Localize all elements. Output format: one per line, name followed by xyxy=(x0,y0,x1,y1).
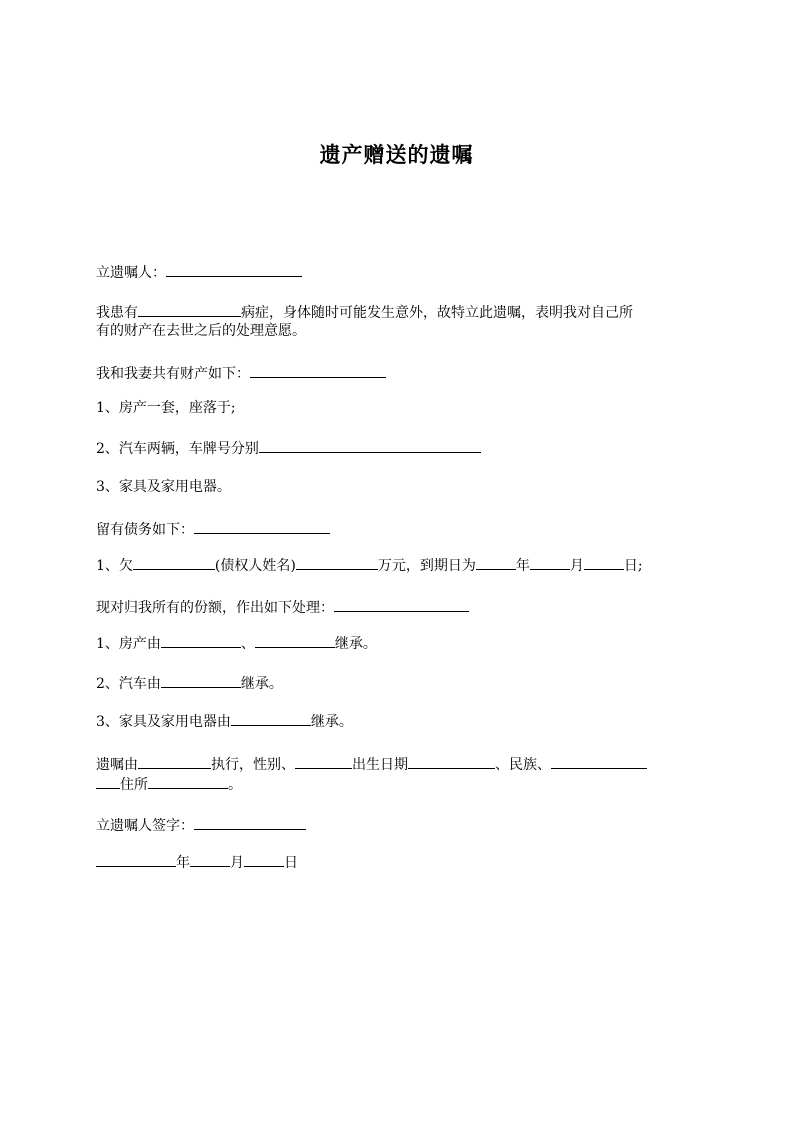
testator-name-blank[interactable] xyxy=(166,261,302,277)
executor-residence-blank[interactable] xyxy=(148,773,228,789)
executor-ethnicity-blank[interactable] xyxy=(551,753,647,769)
executor-birthdate-blank[interactable] xyxy=(408,753,495,769)
inherit-1-suffix: 继承。 xyxy=(334,636,377,652)
inherit-item-2 xyxy=(96,672,283,692)
executor-line-1 xyxy=(96,753,647,773)
date-day-blank[interactable] xyxy=(244,851,284,867)
joint-property-line xyxy=(96,362,386,382)
plate-number-blank[interactable] xyxy=(259,437,481,453)
executor-ethnicity-blank-cont[interactable] xyxy=(96,773,120,789)
executor-mid-1: 执行，性别、 xyxy=(211,757,295,773)
illness-line-2: 有的财产在去世之后的处理意愿。 xyxy=(96,323,306,339)
debts-line xyxy=(96,518,330,538)
inherit-3-suffix: 继承。 xyxy=(310,714,353,730)
inherit-item-1 xyxy=(96,632,377,652)
disposition-label: 现对归我所有的份额，作出如下处理： xyxy=(96,600,334,616)
testator-line xyxy=(96,261,302,281)
property-item-2 xyxy=(96,437,481,457)
debt-month-blank[interactable] xyxy=(530,554,570,570)
signature-blank[interactable] xyxy=(194,814,306,830)
furniture-heir-blank[interactable] xyxy=(231,710,311,726)
debt-creditor-blank[interactable] xyxy=(133,554,215,570)
executor-mid-3: 、民族、 xyxy=(495,757,551,773)
date-month-blank[interactable] xyxy=(190,851,230,867)
illness-line-1 xyxy=(96,301,633,321)
house-heir-2-blank[interactable] xyxy=(255,632,335,648)
testator-label: 立遗嘱人： xyxy=(96,265,166,281)
car-heir-blank[interactable] xyxy=(161,672,241,688)
disposition-line xyxy=(96,596,469,616)
house-heir-1-blank[interactable] xyxy=(161,632,241,648)
disposition-blank[interactable] xyxy=(334,596,469,612)
executor-line-2 xyxy=(96,773,242,793)
debt-1-prefix: 1、欠 xyxy=(96,558,133,574)
date-year-blank[interactable] xyxy=(96,851,176,867)
document-title: 遗产赠送的遗嘱 xyxy=(319,143,474,167)
debt-item-1 xyxy=(96,554,643,574)
illness-prefix: 我患有 xyxy=(96,305,138,321)
date-line xyxy=(96,851,298,871)
executor-mid-2: 出生日期 xyxy=(352,757,408,773)
joint-property-label: 我和我妻共有财产如下： xyxy=(96,366,250,382)
executor-residence-label: 住所 xyxy=(120,777,148,793)
date-year-label: 年 xyxy=(176,855,190,871)
debt-amount-blank[interactable] xyxy=(296,554,378,570)
inherit-2-prefix: 2、汽车由 xyxy=(96,676,161,692)
executor-gender-blank[interactable] xyxy=(295,753,352,769)
executor-name-blank[interactable] xyxy=(138,753,211,769)
signature-label: 立遗嘱人签字： xyxy=(96,818,194,834)
executor-period: 。 xyxy=(228,777,242,793)
debt-day-label: 日; xyxy=(623,558,643,574)
signature-line xyxy=(96,814,306,834)
illness-blank[interactable] xyxy=(138,301,241,317)
heir-separator: 、 xyxy=(240,636,255,652)
debt-day-blank[interactable] xyxy=(584,554,624,570)
debt-year-label: 年 xyxy=(515,558,530,574)
date-day-label: 日 xyxy=(284,855,298,871)
debt-month-label: 月 xyxy=(569,558,584,574)
inherit-3-prefix: 3、家具及家用电器由 xyxy=(96,714,231,730)
inherit-1-prefix: 1、房产由 xyxy=(96,636,161,652)
illness-suffix: 病症，身体随时可能发生意外，故特立此遗嘱，表明我对自己所 xyxy=(241,305,633,321)
inherit-item-3 xyxy=(96,710,353,730)
debts-blank[interactable] xyxy=(194,518,330,534)
debt-year-blank[interactable] xyxy=(476,554,516,570)
debt-amount-unit: 万元，到期日为 xyxy=(377,558,476,574)
debts-label: 留有债务如下： xyxy=(96,522,194,538)
property-2-label: 2、汽车两辆，车牌号分别 xyxy=(96,441,259,457)
property-item-3: 3、家具及家用电器。 xyxy=(96,479,231,495)
property-item-1: 1、房产一套，座落于; xyxy=(96,400,236,416)
executor-prefix: 遗嘱由 xyxy=(96,757,138,773)
debt-creditor-label: (债权人姓名) xyxy=(214,558,296,574)
date-month-label: 月 xyxy=(230,855,244,871)
joint-property-blank[interactable] xyxy=(250,362,386,378)
inherit-2-suffix: 继承。 xyxy=(240,676,283,692)
